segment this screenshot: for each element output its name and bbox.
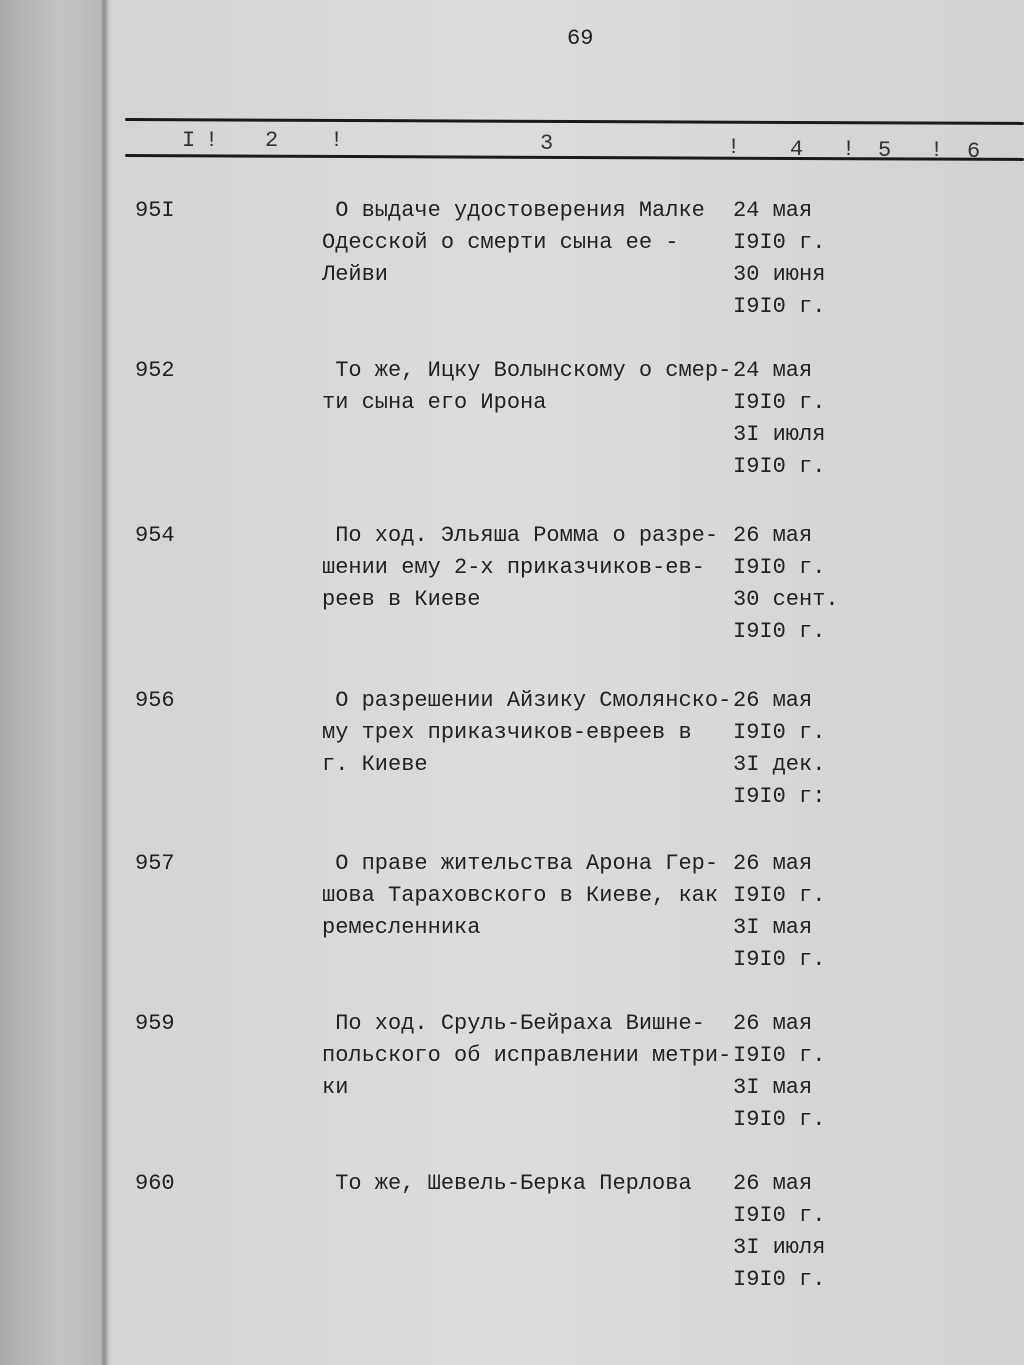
column-header: 3 [540,131,554,156]
description-line: му трех приказчиков-евреев в [322,720,692,745]
description-line: О разрешении Айзику Смолянско- [322,688,732,713]
description-line: О праве жительства Арона Гер- [322,851,719,876]
date-line: 24 мая [733,358,813,383]
description-line: По ход. Сруль-Бейраха Вишне- [322,1011,705,1036]
date-line: I9I0 г. [733,390,826,415]
entry-dates [733,848,825,976]
entry-dates [733,685,825,813]
column-separator: ! [727,135,741,160]
column-separator: ! [205,128,219,153]
date-line: I9I0 г. [733,454,826,479]
entry-number: 95I [135,198,175,223]
entry-dates [733,520,839,648]
column-header: 5 [878,138,892,163]
date-line: I9I0 г. [733,720,826,745]
table-header-top-rule [125,118,1024,125]
entry-number: 954 [135,523,175,548]
page-number: 69 [567,26,594,51]
date-line: 3I июля [733,1235,826,1260]
date-line: I9I0 г. [733,555,826,580]
entry-number: 956 [135,688,175,713]
date-line: I9I0 г. [733,619,826,644]
description-line: ти сына его Ирона [322,390,547,415]
entry-description [322,520,718,616]
entry-description [322,1008,731,1104]
column-header: I [182,128,196,153]
description-line: ки [322,1075,349,1100]
date-line: 30 июня [733,262,826,287]
entry-dates [733,1168,825,1296]
date-line: I9I0 г: [733,784,826,809]
description-line: ремесленника [322,915,481,940]
description-line: шении ему 2-х приказчиков-ев- [322,555,705,580]
entry-number: 952 [135,358,175,383]
entry-description [322,848,718,944]
column-separator: ! [930,138,944,163]
date-line: I9I0 г. [733,1267,826,1292]
date-line: I9I0 г. [733,294,826,319]
entry-description [322,195,705,291]
date-line: 26 мая [733,523,813,548]
entry-dates [733,355,825,483]
entry-description [322,685,731,781]
entry-description [322,1168,692,1200]
date-line: 30 сент. [733,587,839,612]
date-line: 26 мая [733,688,813,713]
description-line: реев в Киеве [322,587,481,612]
column-separator: ! [330,128,344,153]
date-line: 3I июля [733,422,826,447]
description-line: То же, Ицку Волынскому о смер- [322,358,732,383]
date-line: 26 мая [733,851,813,876]
description-line: По ход. Эльяша Ромма о разре- [322,523,719,548]
entry-number: 960 [135,1171,175,1196]
date-line: I9I0 г. [733,883,826,908]
column-header: 6 [967,139,981,164]
date-line: 3I дек. [733,752,826,777]
description-line: Одесской о смерти сына ее - [322,230,679,255]
entry-number: 957 [135,851,175,876]
date-line: I9I0 г. [733,947,826,972]
date-line: I9I0 г. [733,1043,826,1068]
entry-number: 959 [135,1011,175,1036]
date-line: 3I мая [733,915,813,940]
date-line: 26 мая [733,1171,813,1196]
date-line: 3I мая [733,1075,813,1100]
date-line: 26 мая [733,1011,813,1036]
entry-description [322,355,731,419]
date-line: 24 мая [733,198,813,223]
description-line: шова Тараховского в Киеве, как [322,883,719,908]
column-header: 2 [265,128,279,153]
entry-dates [733,195,825,323]
column-header: 4 [790,137,804,162]
date-line: I9I0 г. [733,1107,826,1132]
entry-dates [733,1008,825,1136]
description-line: г. Киеве [322,752,428,777]
column-separator: ! [842,137,856,162]
description-line: То же, Шевель-Берка Перлова [322,1171,692,1196]
description-line: польского об исправлении метри- [322,1043,732,1068]
date-line: I9I0 г. [733,230,826,255]
description-line: О выдаче удостоверения Малке [322,198,705,223]
description-line: Лейви [322,262,389,287]
date-line: I9I0 г. [733,1203,826,1228]
